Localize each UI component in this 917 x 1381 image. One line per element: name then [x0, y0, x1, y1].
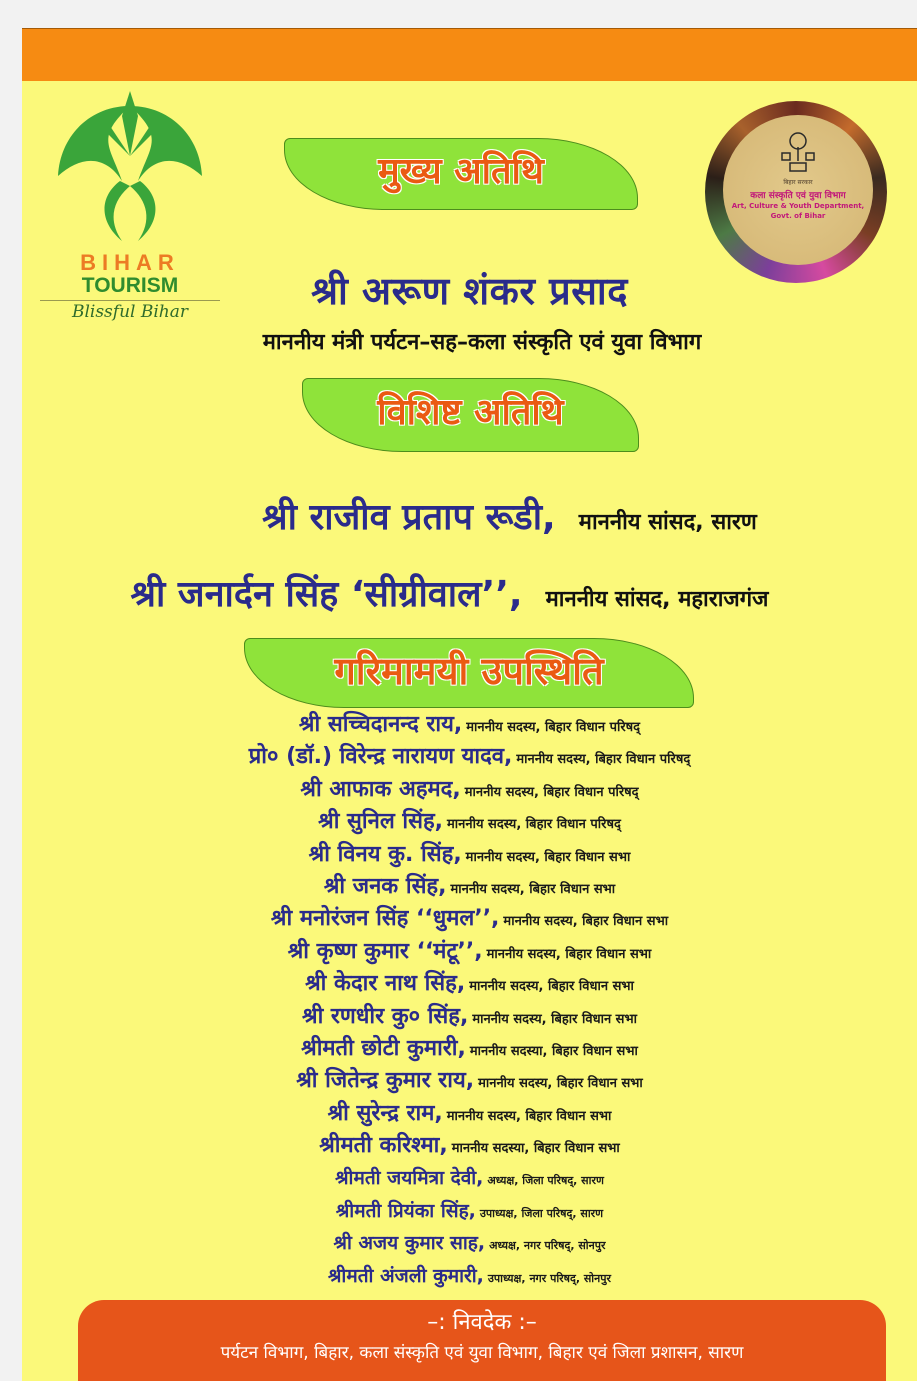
special-guest-heading: विशिष्ट अतिथि [302, 378, 639, 452]
list-item [22, 1033, 917, 1065]
special-guest-designation: माननीय सांसद, सारण [578, 510, 757, 535]
person-name: श्रीमती जयमित्रा देवी, [335, 1167, 484, 1190]
person-name: श्री मनोरंजन सिंह ‘‘धुमल’’, [270, 906, 500, 932]
list-item [22, 774, 917, 806]
person-designation: माननीय सदस्य, बिहार विधान परिषद् [447, 817, 621, 833]
special-guest-designation: माननीय सांसद, महाराजगंज [545, 587, 769, 612]
person-designation: माननीय सदस्य, बिहार विधान सभा [446, 1108, 612, 1124]
list-item [22, 968, 917, 1000]
person-name: श्रीमती करिश्मा, [319, 1133, 448, 1159]
person-designation: उपाध्यक्ष, जिला परिषद्, सारण [479, 1206, 604, 1220]
seal-hindi-title: कला संस्कृति एवं युवा विभाग [750, 191, 846, 201]
person-name: श्री विनय कु. सिंह, [308, 841, 462, 867]
seal-inner [723, 115, 873, 265]
list-item [22, 806, 917, 838]
footer-organizers: पर्यटन विभाग, बिहार, कला संस्कृति एवं युवा विभाग, बिहार एवं जिला प्रशासन, सारण [220, 1343, 744, 1363]
list-item [22, 1195, 917, 1227]
person-designation: माननीय सदस्य, बिहार विधान परिषद् [466, 720, 641, 735]
list-item [22, 903, 917, 935]
list-item [22, 1130, 917, 1162]
seal-english-line2: Govt. of Bihar [770, 212, 826, 220]
person-designation: माननीय सदस्य, बिहार विधान सभा [465, 849, 631, 865]
seal-english-line1: Art, Culture & Youth Department, [731, 202, 865, 210]
logo-tourism-text: TOURISM [40, 274, 220, 301]
person-name: श्रीमती अंजली कुमारी, [327, 1264, 484, 1287]
person-name: श्री जनक सिंह, [323, 873, 447, 899]
special-guest-name: श्री राजीव प्रताप रूडी, [262, 497, 556, 538]
list-item [22, 936, 917, 968]
person-name: श्री कृष्ण कुमार ‘‘मंटू’’, [287, 938, 483, 964]
list-item [22, 1065, 917, 1097]
person-name: श्री जितेन्द्र कुमार राय, [296, 1068, 475, 1094]
special-guest-row [22, 568, 897, 617]
presence-heading: गरिमामयी उपस्थिति [244, 638, 694, 708]
special-guest-row [62, 491, 917, 540]
person-designation: अध्यक्ष, जिला परिषद्, सारण [487, 1174, 604, 1188]
person-designation: माननीय सदस्या, बिहार विधान सभा [451, 1141, 620, 1157]
person-designation: माननीय सदस्या, बिहार विधान सभा [469, 1043, 638, 1059]
person-designation: माननीय सदस्य, बिहार विधान सभा [486, 946, 652, 962]
list-item [22, 1001, 917, 1033]
person-name: श्री सच्चिदानन्द राय, [298, 712, 463, 737]
person-designation: माननीय सदस्य, बिहार विधान परिषद् [516, 752, 691, 768]
logo-tagline: Blissful Bihar [71, 302, 189, 322]
list-item [22, 1162, 917, 1194]
list-item [22, 741, 917, 773]
person-designation: अध्यक्ष, नगर परिषद्, सोनपुर [489, 1239, 606, 1253]
person-name: श्री अजय कुमार साह, [333, 1232, 486, 1255]
list-item [22, 1260, 917, 1292]
person-designation: उपाध्यक्ष, नगर परिषद्, सोनपुर [487, 1271, 612, 1285]
chief-guest-heading: मुख्य अतिथि [284, 138, 638, 210]
chief-guest-name: श्री अरूण शंकर प्रसाद [311, 269, 628, 313]
list-item [22, 871, 917, 903]
bodhi-tree-icon [50, 86, 210, 246]
logo-bihar-text: BIHAR [80, 250, 180, 275]
presence-list [22, 709, 917, 1292]
person-designation: माननीय सदस्य, बिहार विधान सभा [503, 914, 669, 930]
person-designation: माननीय सदस्य, बिहार विधान सभा [478, 1076, 643, 1092]
person-name: श्रीमती छोटी कुमारी, [301, 1035, 466, 1061]
invitation-poster [22, 28, 917, 1381]
person-designation: माननीय सदस्य, बिहार विधान सभा [472, 1011, 637, 1027]
list-item [22, 839, 917, 871]
footer-title: –: निवदेक :– [427, 1310, 537, 1335]
person-designation: माननीय सदस्य, बिहार विधान सभा [469, 979, 634, 995]
list-item [22, 1227, 917, 1259]
person-name: श्री सुरेन्द्र राम, [327, 1100, 443, 1126]
person-name: श्रीमती प्रियंका सिंह, [335, 1199, 476, 1222]
organizer-footer [78, 1300, 886, 1381]
person-name: प्रो० (डॉ.) विरेन्द्र नारायण यादव, [248, 744, 513, 770]
chief-guest-designation: माननीय मंत्री पर्यटन–सह–कला संस्कृति एवं युवा विभाग [262, 330, 702, 355]
person-designation: माननीय सदस्य, बिहार विधान सभा [450, 881, 616, 897]
seal-govt-text: बिहार सरकार [783, 179, 813, 186]
list-item [22, 1098, 917, 1130]
person-name: श्री सुनिल सिंह, [318, 809, 444, 835]
top-orange-band [22, 28, 917, 81]
person-designation: माननीय सदस्य, बिहार विधान परिषद् [464, 784, 639, 800]
person-name: श्री केदार नाथ सिंह, [305, 971, 466, 997]
person-name: श्री आफाक अहमद, [300, 776, 461, 802]
bihar-emblem-icon [778, 131, 818, 173]
special-guest-name: श्री जनार्दन सिंह ‘सीग्रीवाल’’, [130, 574, 523, 615]
art-culture-dept-seal [705, 101, 887, 283]
person-name: श्री रणधीर कु० सिंह, [302, 1003, 469, 1029]
list-item [22, 709, 917, 741]
